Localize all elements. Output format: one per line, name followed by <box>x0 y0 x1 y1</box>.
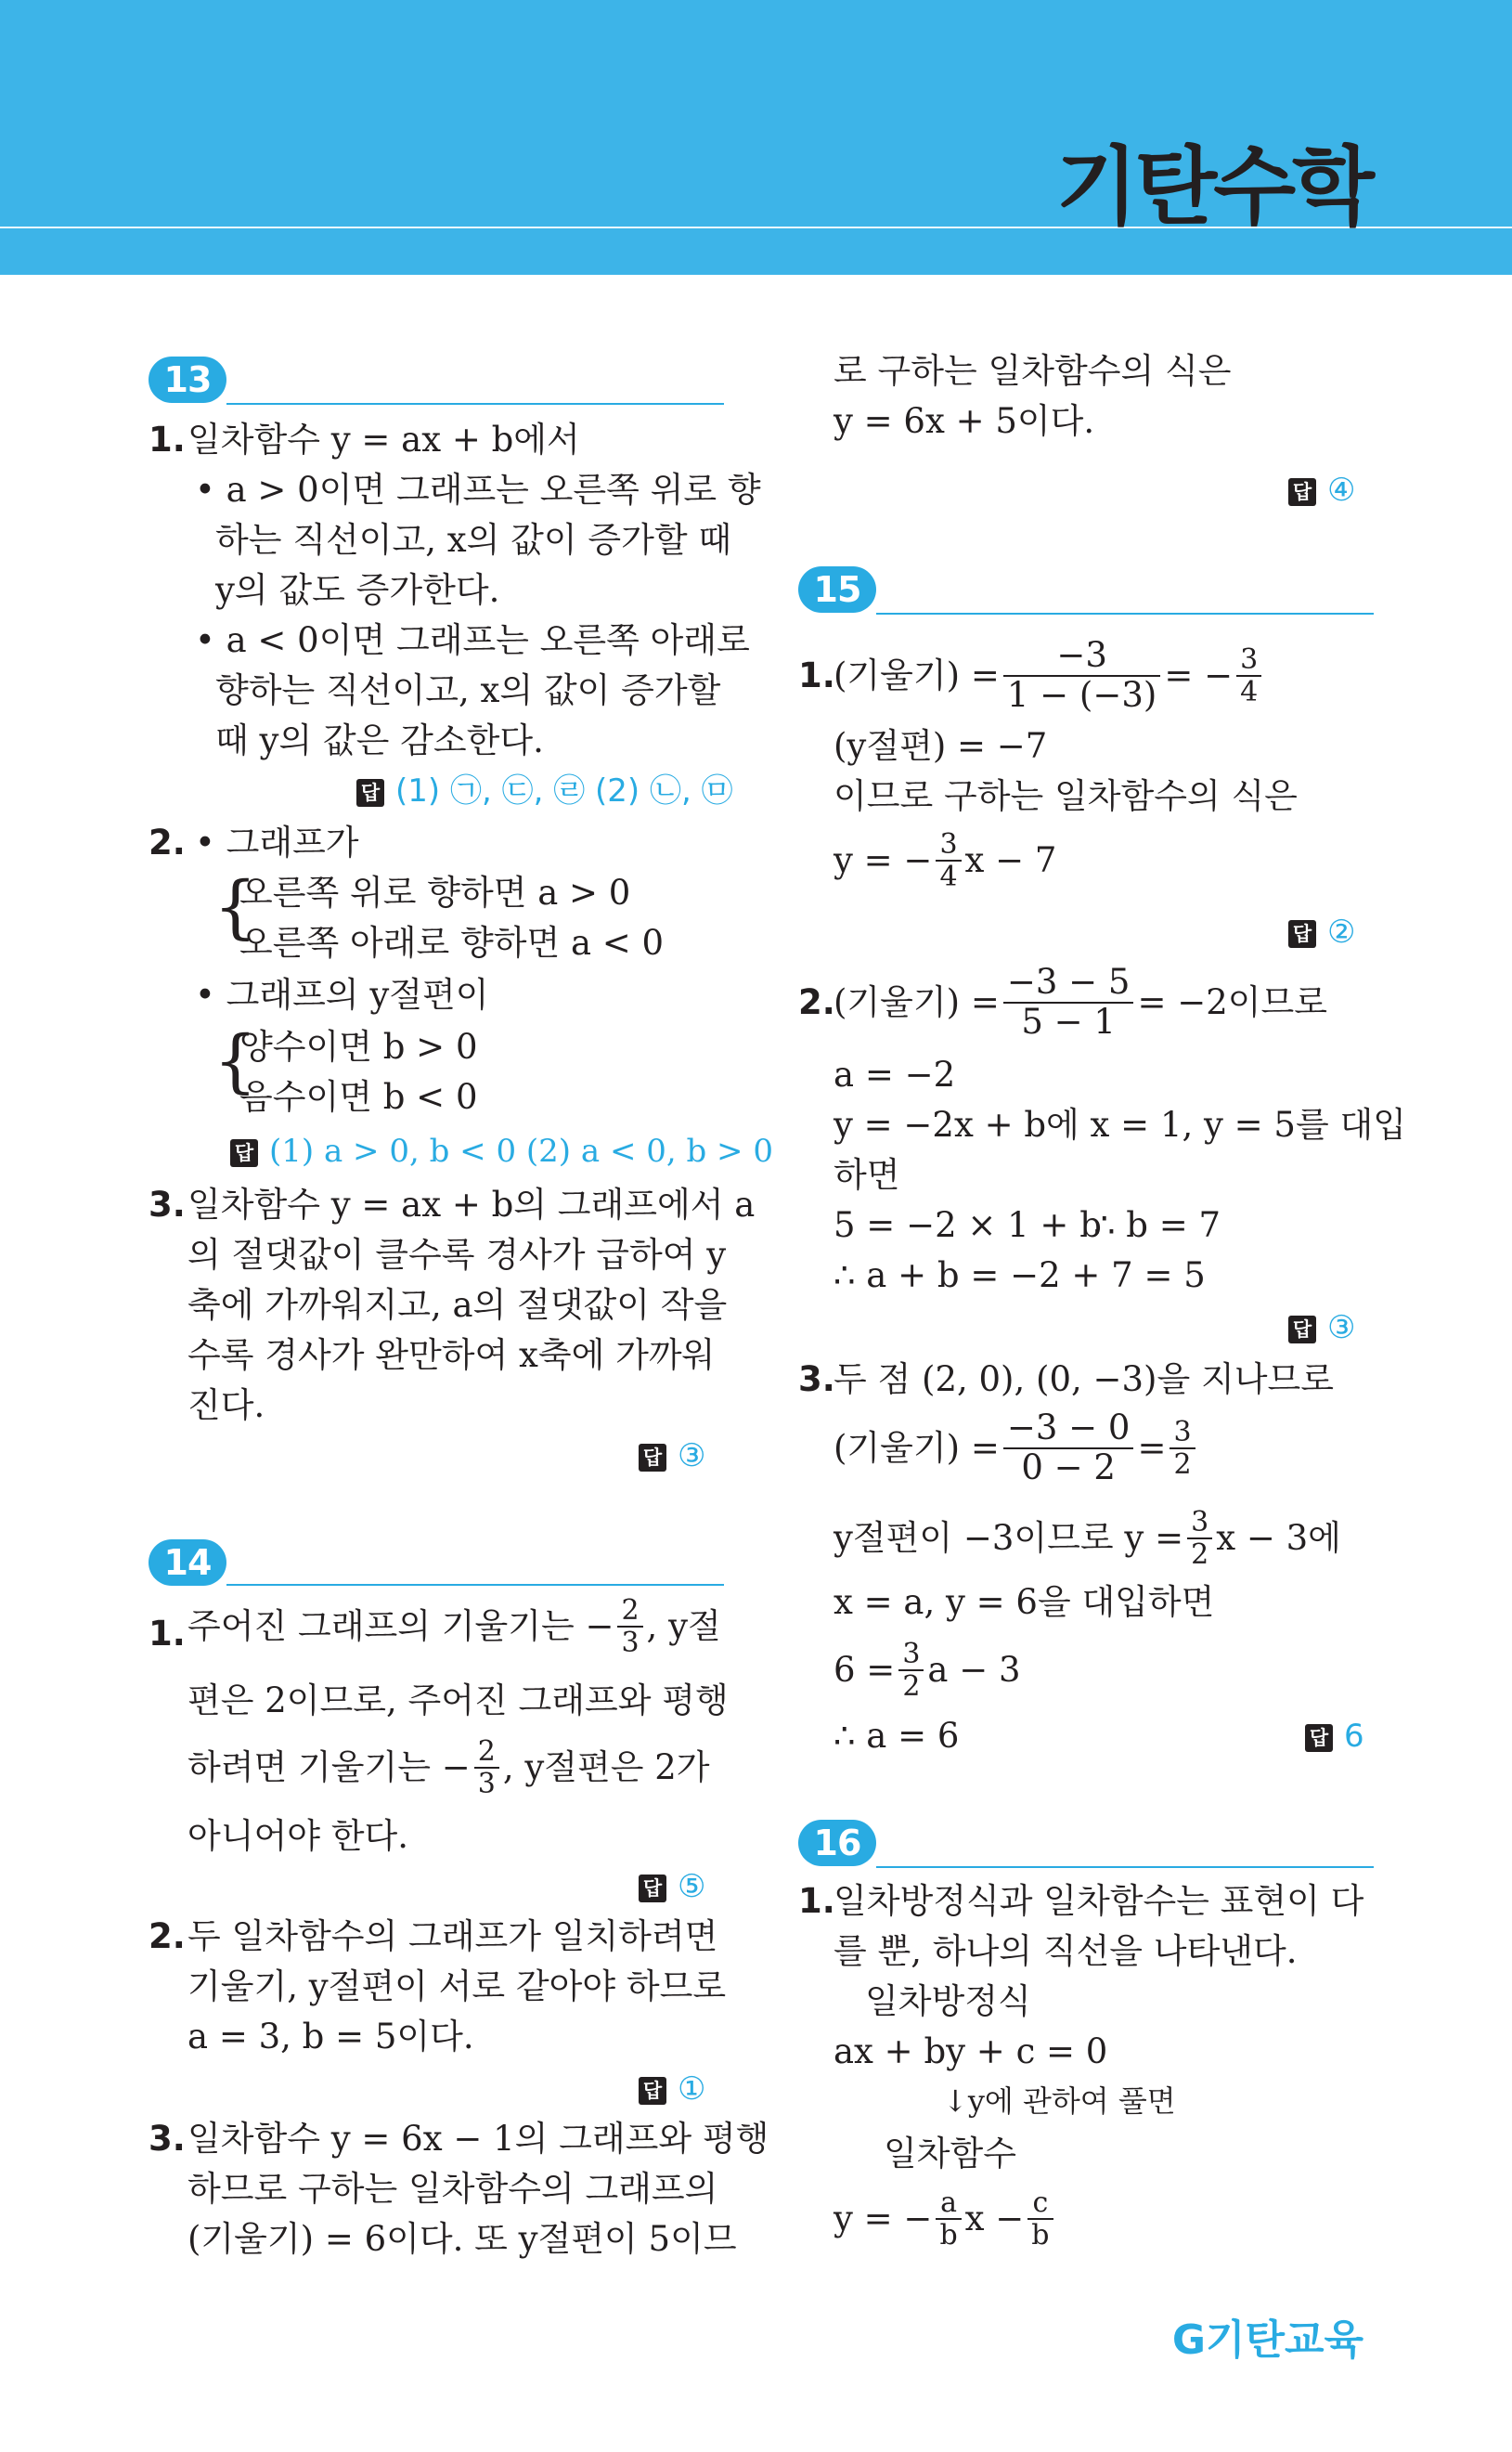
problem-number: 3. <box>149 2119 186 2159</box>
problem-number: 1. <box>149 1614 186 1654</box>
text-line: 두 점 (2, 0), (0, −3)을 지나므로 <box>834 1359 1334 1399</box>
answer-line: 답 ③ <box>639 1437 705 1475</box>
answer-icon: 답 <box>356 779 384 807</box>
text-line: • 그래프의 y절편이 <box>195 975 489 1015</box>
text-line: 음수이면 b < 0 <box>239 1077 478 1117</box>
text-line: 양수이면 b > 0 <box>239 1027 478 1067</box>
text-line: 오른쪽 위로 향하면 a > 0 <box>239 873 631 913</box>
text-line: 의 절댓값이 클수록 경사가 급하여 y <box>187 1235 727 1275</box>
answer-line: 답 ② <box>1288 914 1355 952</box>
answer-line: 답 6 <box>1305 1718 1364 1756</box>
text-line: 때 y의 값은 감소한다. <box>215 720 544 760</box>
section-badge-13: 13 <box>149 357 226 403</box>
text-line: x = a, y = 6을 대입하면 <box>834 1582 1215 1622</box>
text-line: • a > 0이면 그래프는 오른쪽 위로 향 <box>195 470 761 510</box>
fraction: $\frac{2}{3}$ <box>474 1736 499 1799</box>
text-line: ax + by + c = 0 <box>834 2031 1108 2071</box>
text-line: 일차함수 <box>884 2134 1016 2173</box>
header-bar <box>0 0 1512 275</box>
fraction: $\frac{3}{4}$ <box>936 829 961 892</box>
text-line: 아니어야 한다. <box>187 1816 408 1856</box>
fraction: $\frac{3}{2}$ <box>1187 1507 1212 1570</box>
text-line: (y절편) = −7 <box>834 726 1048 766</box>
text-line: • 그래프가 <box>195 823 359 863</box>
text-line: y절편이 −3이므로 y = $\frac{3}{2}$ x − 3에 <box>834 1506 1341 1571</box>
brand-logo: 기탄수학 <box>1055 137 1371 237</box>
text-line: (기울기) = 6이다. 또 y절편이 5이므 <box>187 2219 737 2259</box>
fraction: $\frac{3}{2}$ <box>898 1639 924 1702</box>
answer-line: 답 ③ <box>1288 1309 1355 1347</box>
text-line: a = 3, b = 5이다. <box>187 2017 474 2056</box>
text-line: 일차함수 y = 6x − 1의 그래프와 평행 <box>187 2119 769 2159</box>
text-line: y = − $\frac{a}{b}$ x − $\frac{c}{b}$ <box>834 2184 1057 2254</box>
problem-number: 1. <box>798 1881 835 1921</box>
text-line: ∴ a = 6 <box>834 1716 960 1756</box>
text-line: 기울기, y절편이 서로 같아야 하므로 <box>187 1966 727 2006</box>
section-badge-14: 14 <box>149 1539 226 1586</box>
section-badge-15: 15 <box>798 566 876 613</box>
text-line: 6 = $\frac{3}{2}$ a − 3 <box>834 1638 1021 1703</box>
text-line: a = −2 <box>834 1055 956 1095</box>
text-line: (기울기) = $\frac{-3 - 0}{0 - 2}$ = $\frac{3}{2}$ <box>834 1408 1199 1489</box>
fraction: $\frac{a}{b}$ <box>936 2187 961 2251</box>
text-line: 축에 가까워지고, a의 절댓값이 작을 <box>187 1285 728 1325</box>
section-rule <box>876 613 1374 615</box>
answer-icon: 답 <box>639 2077 666 2105</box>
answer-line: 답 ⑤ <box>639 1868 705 1906</box>
text-line: 수록 경사가 완만하여 x축에 가까워 <box>187 1335 716 1375</box>
fraction: $\frac{2}{3}$ <box>617 1595 642 1658</box>
text-line: 5 = −2 × 1 + b <box>834 1205 1102 1245</box>
answer-icon: 답 <box>1288 920 1316 948</box>
text-line: ↓y에 관하여 풀면 <box>943 2083 1176 2119</box>
section-rule <box>876 1866 1374 1868</box>
text-line: • a < 0이면 그래프는 오른쪽 아래로 <box>195 620 750 660</box>
text-line: (기울기) = $\frac{-3 - 5}{5 - 1}$ = −2이므로 <box>834 962 1328 1042</box>
text-line: 일차방정식과 일차함수는 표현이 다 <box>834 1881 1364 1921</box>
problem-number: 1. <box>149 420 186 460</box>
answer-icon: 답 <box>1288 478 1316 506</box>
text-line: 향하는 직선이고, x의 값이 증가할 <box>215 670 721 710</box>
text-line: 오른쪽 아래로 향하면 a < 0 <box>239 923 665 963</box>
text-line: 를 뿐, 하나의 직선을 나타낸다. <box>834 1931 1298 1971</box>
answer-line: 답 ④ <box>1288 472 1355 510</box>
answer-line: 답 (1) a > 0, b < 0 (2) a < 0, b > 0 <box>230 1133 773 1171</box>
problem-number: 1. <box>798 655 835 695</box>
section-rule <box>226 1584 724 1586</box>
fraction: $\frac{-3 - 5}{5 - 1}$ <box>1003 964 1134 1041</box>
fraction: $\frac{3}{4}$ <box>1236 644 1261 707</box>
text-line: 하는 직선이고, x의 값이 증가할 때 <box>215 520 732 560</box>
publisher-logo: G기탄교육 <box>1171 2316 1363 2364</box>
answer-icon: 답 <box>1305 1724 1333 1752</box>
brace-icon: { <box>213 1021 258 1101</box>
answer-line: 답 ① <box>639 2070 705 2108</box>
text-line: 일차방정식 <box>865 1981 1031 2021</box>
fraction: $\frac{3}{2}$ <box>1170 1417 1195 1480</box>
text-line: ∴ b = 7 <box>1093 1205 1221 1245</box>
problem-number: 3. <box>149 1185 186 1225</box>
text-line: 편은 2이므로, 주어진 그래프와 평행 <box>187 1680 729 1720</box>
text-line: y = 6x + 5이다. <box>834 401 1095 441</box>
text-line: (기울기) = $\frac{-3}{1 - (-3)}$ = − $\frac{3}{4}$ <box>834 635 1265 717</box>
answer-icon: 답 <box>639 1444 666 1472</box>
text-line: 로 구하는 일차함수의 식은 <box>834 351 1232 391</box>
text-line: 하면 <box>834 1155 900 1195</box>
text-line: 두 일차함수의 그래프가 일치하려면 <box>187 1916 718 1956</box>
fraction: $\frac{-3 - 0}{0 - 2}$ <box>1003 1409 1134 1486</box>
text-line: y의 값도 증가한다. <box>215 570 500 610</box>
problem-number: 2. <box>798 982 835 1022</box>
answer-icon: 답 <box>230 1139 258 1167</box>
text-line: 하려면 기울기는 − $\frac{2}{3}$ , y절편은 2가 <box>187 1735 710 1800</box>
text-line: 일차함수 y = ax + b의 그래프에서 a <box>187 1185 756 1225</box>
text-line: 진다. <box>187 1385 265 1425</box>
problem-number: 2. <box>149 823 186 863</box>
text-line: 하므로 구하는 일차함수의 그래프의 <box>187 2169 718 2209</box>
text-line: y = −2x + b에 x = 1, y = 5를 대입 <box>834 1105 1406 1145</box>
fraction: $\frac{-3}{1 - (-3)}$ <box>1003 637 1160 714</box>
text-line: 이므로 구하는 일차함수의 식은 <box>834 776 1298 816</box>
answer-icon: 답 <box>1288 1316 1316 1343</box>
problem-number: 3. <box>798 1359 835 1399</box>
section-badge-16: 16 <box>798 1820 876 1866</box>
answer-line: 답 (1) ㉠, ㉢, ㉣ (2) ㉡, ㉤ <box>356 772 733 811</box>
text-line: 주어진 그래프의 기울기는 − $\frac{2}{3}$ , y절 <box>187 1594 721 1659</box>
text-line: ∴ a + b = −2 + 7 = 5 <box>834 1255 1206 1295</box>
text-line: 일차함수 y = ax + b에서 <box>187 420 580 460</box>
brace-icon: { <box>213 867 258 947</box>
fraction: $\frac{c}{b}$ <box>1027 2187 1053 2251</box>
problem-number: 2. <box>149 1916 186 1956</box>
text-line: y = − $\frac{3}{4}$ x − 7 <box>834 828 1057 893</box>
answer-icon: 답 <box>639 1875 666 1902</box>
section-rule <box>226 403 724 405</box>
